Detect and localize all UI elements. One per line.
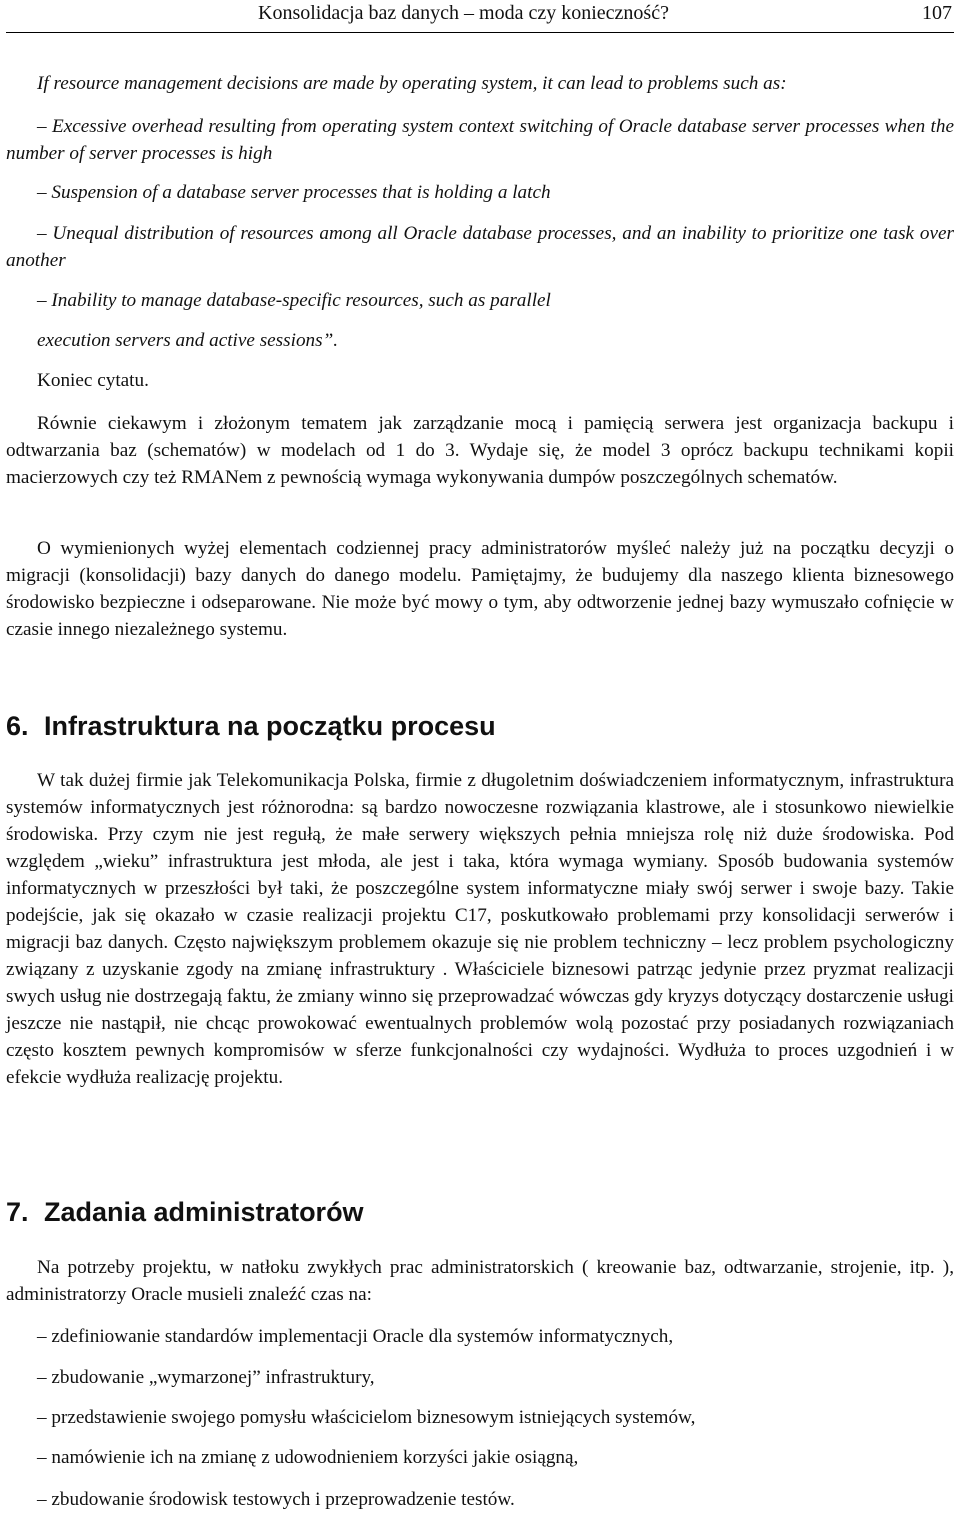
quote-item: – Suspension of a database server processes that is holding a latch	[37, 182, 551, 203]
body-paragraph: O wymienionych wyżej elementach codziennej pracy administratorów myśleć należy już na początku decyzji o migracji (konsolidacji) bazy danych do danego modelu. Pamiętajmy, że budujemy dla naszego klienta biznesowego środowisko bezpieczne i odseparowane. Nie może być mowy o tym, aby odtworzenie jednej bazy wymuszało cofnięcie w czasie innego niezależnego systemu.	[6, 538, 954, 640]
quote-item: – Excessive overhead resulting from operating system context switching of Oracle database server processes when the number of server processes is high	[6, 116, 954, 164]
list-item: – namówienie ich na zmianę z udowodnieniem korzyści jakie osiągną,	[37, 1447, 579, 1468]
body-paragraph: Na potrzeby projektu, w natłoku zwykłych prac administratorskich ( kreowanie baz, odtwarzanie, strojenie, itp. ), administratorzy Oracle musieli znaleźć czas na:	[6, 1257, 954, 1305]
running-title: Konsolidacja baz danych – moda czy konieczność?	[258, 2, 669, 24]
section-title: Zadania administratorów	[44, 1197, 364, 1227]
quote-intro: If resource management decisions are made by operating system, it can lead to problems such as:	[37, 73, 787, 94]
section-title: Infrastruktura na początku procesu	[44, 711, 496, 741]
list-item: – zbudowanie środowisk testowych i przeprowadzenie testów.	[37, 1489, 515, 1510]
section-number: 6.	[6, 711, 29, 741]
quote-end: Koniec cytatu.	[37, 370, 149, 391]
section-heading	[6, 709, 496, 743]
quote-item-continuation: execution servers and active sessions”.	[37, 330, 339, 351]
body-paragraph: Równie ciekawym i złożonym tematem jak zarządzanie mocą i pamięcią serwera jest organizacja backupu i odtwarzania baz (schematów) w modelach od 1 do 3. Wydaje się, że model 3 oprócz backupu technikami kopii macierzowych czy też RMANem z pewnością wymaga wykonywania dumpów poszczególnych schematów.	[6, 413, 954, 488]
header-rule	[6, 32, 954, 33]
quote-item: – Unequal distribution of resources among all Oracle database processes, and an inability to prioritize one task over another	[6, 223, 954, 271]
list-item: – przedstawienie swojego pomysłu właścicielom biznesowym istniejących systemów,	[37, 1407, 696, 1428]
page-number: 107	[922, 2, 952, 24]
running-header	[0, 0, 960, 34]
list-item: – zdefiniowanie standardów implementacji Oracle dla systemów informatycznych,	[37, 1326, 674, 1347]
section-number: 7.	[6, 1197, 29, 1227]
section-heading	[6, 1195, 364, 1229]
body-paragraph: W tak dużej firmie jak Telekomunikacja Polska, firmie z długoletnim doświadczeniem informatycznym, infrastruktura systemów informatycznych jest różnorodna: są bardzo nowoczesne rozwiązania klastrowe, ale i stosunkowo niewielkie środowiska. Przy czym nie jest regułą, że małe serwery większych pełnia mniejsza rolę niż duże środowiska. Pod względem „wieku” infrastruktura jest młoda, ale jest i taka, która wymaga wymiany. Sposób budowania systemów informatycznych w przeszłości był taki, że poszczególne system informatyczne miały swój serwer i swoje bazy. Takie podejście, jak się okazało w czasie realizacji projektu C17, poskutkowało problemami przy konsolidacji serwerów i migracji baz danych. Często największym problemem okazuje się nie problem techniczny – lecz problem psychologiczny związany z uzyskanie zgody na zmianę infrastruktury . Właściciele biznesowi patrząc jedynie przez pryzmat realizacji swych usług nie dostrzegają faktu, że zmiany winno się przeprowadzać wówczas gdy kryzys dotyczący dostarczenie usługi jeszcze nie nastąpił, nie chcąc prowokować ewentualnych problemów wolą pozostać przy posiadanych rozwiązaniach często kosztem pewnych kompromisów w sferze funkcjonalności czy wydajności. Wydłuża to proces uzgodnień i w efekcie wydłuża realizację projektu.	[6, 770, 954, 1088]
list-item: – zbudowanie „wymarzonej” infrastruktury,	[37, 1367, 375, 1388]
quote-item: – Inability to manage database-specific resources, such as parallel	[37, 290, 551, 311]
